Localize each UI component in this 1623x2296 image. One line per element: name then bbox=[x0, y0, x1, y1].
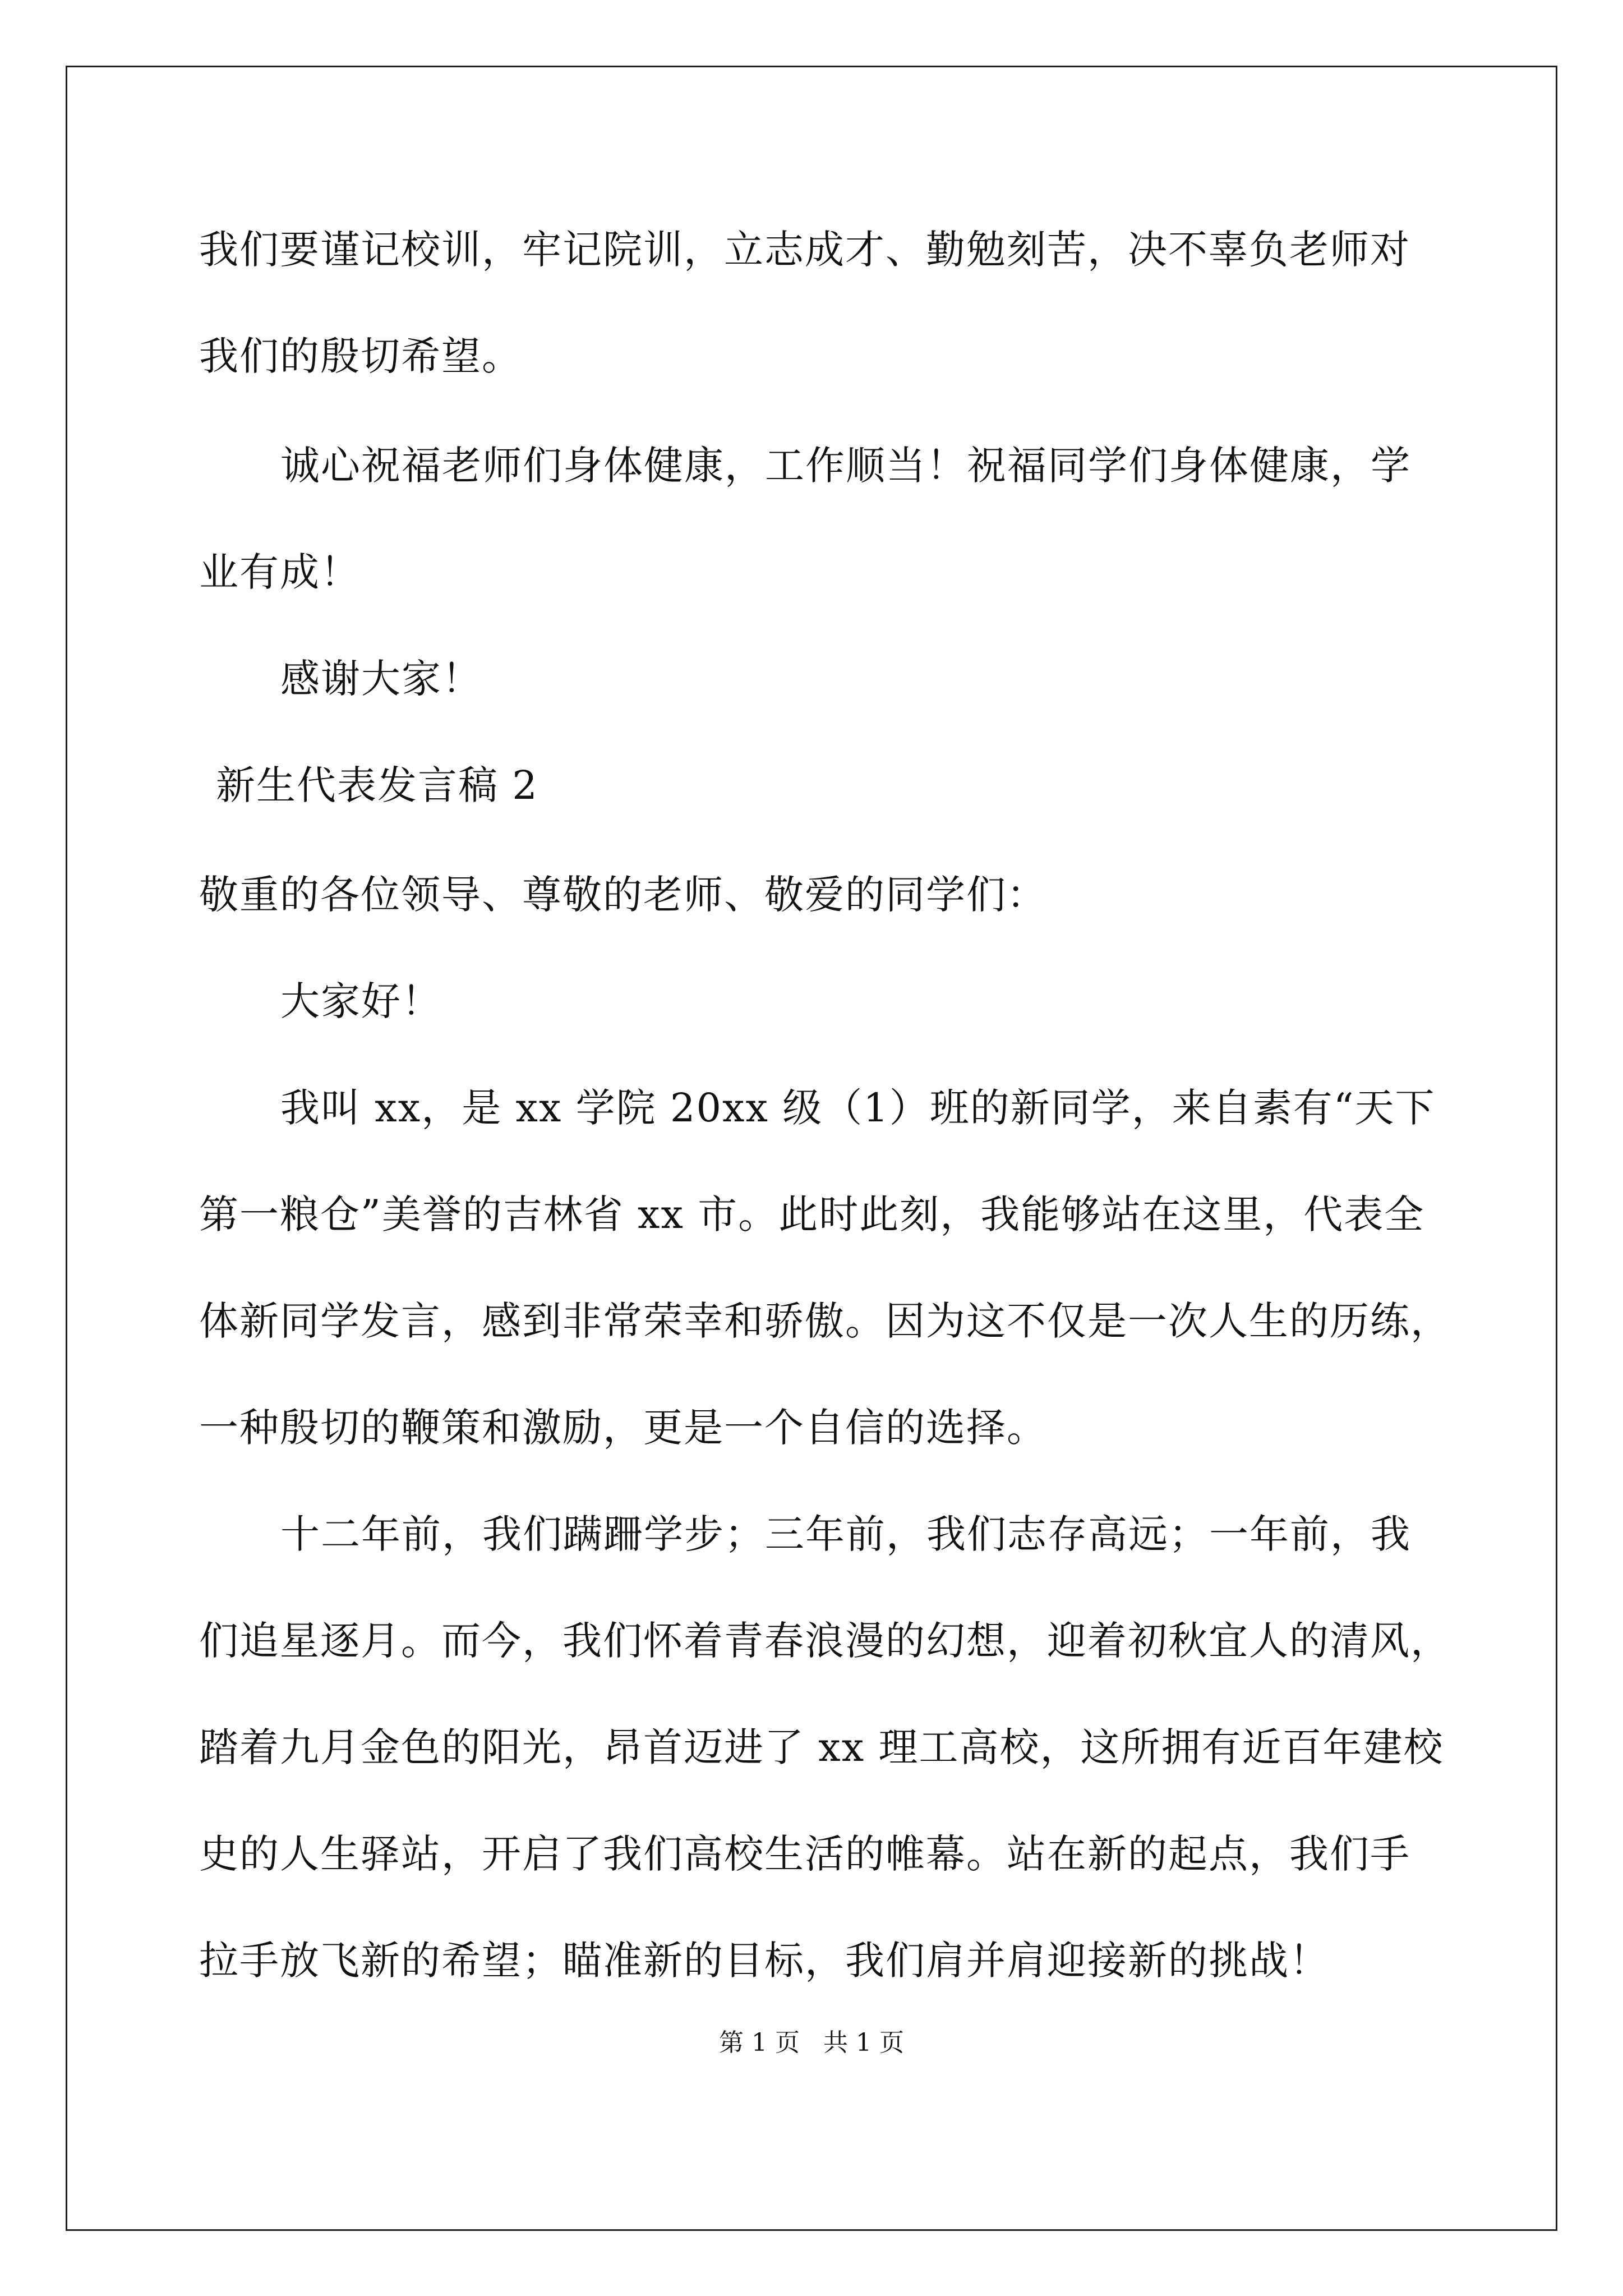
greeting: 大家好！ bbox=[280, 978, 442, 1024]
text-line: 史的人生驿站，开启了我们高校生活的帷幕。站在新的起点，我们手 bbox=[199, 1831, 1410, 1877]
page-footer bbox=[0, 2026, 1623, 2060]
text-line: 我叫 xx，是 xx 学院 20xx 级（1）班的新同学，来自素有“天下 bbox=[280, 1085, 1436, 1131]
text-line: 感谢大家！ bbox=[280, 656, 482, 702]
text-line: 我们要谨记校训，牢记院训，立志成才、勤勉刻苦，决不辜负老师对 bbox=[199, 227, 1410, 273]
salutation: 敬重的各位领导、尊敬的老师、敬爱的同学们： bbox=[199, 872, 1047, 918]
text-line: 踏着九月金色的阳光，昂首迈进了 xx 理工高校，这所拥有近百年建校 bbox=[199, 1724, 1444, 1770]
text-line: 我们的殷切希望。 bbox=[199, 333, 522, 379]
page-border bbox=[66, 66, 1557, 2231]
page-number: 第 1 页 bbox=[719, 2028, 800, 2057]
text-line: 体新同学发言，感到非常荣幸和骄傲。因为这不仅是一次人生的历练， bbox=[199, 1298, 1451, 1344]
section-heading: 新生代表发言稿 2 bbox=[216, 762, 538, 808]
text-line: 们追星逐月。而今，我们怀着青春浪漫的幻想，迎着初秋宜人的清风， bbox=[199, 1618, 1451, 1664]
text-line: 拉手放飞新的希望；瞄准新的目标，我们肩并肩迎接新的挑战！ bbox=[199, 1938, 1330, 1984]
text-line: 业有成！ bbox=[199, 549, 361, 595]
text-line: 十二年前，我们蹒跚学步；三年前，我们志存高远；一年前，我 bbox=[280, 1511, 1411, 1557]
text-line: 一种殷切的鞭策和激励，更是一个自信的选择。 bbox=[199, 1405, 1047, 1451]
text-line: 诚心祝福老师们身体健康，工作顺当！祝福同学们身体健康，学 bbox=[280, 443, 1411, 489]
text-line: 第一粮仓”美誉的吉林省 xx 市。此时此刻，我能够站在这里，代表全 bbox=[199, 1191, 1425, 1237]
page-total: 共 1 页 bbox=[823, 2028, 904, 2057]
